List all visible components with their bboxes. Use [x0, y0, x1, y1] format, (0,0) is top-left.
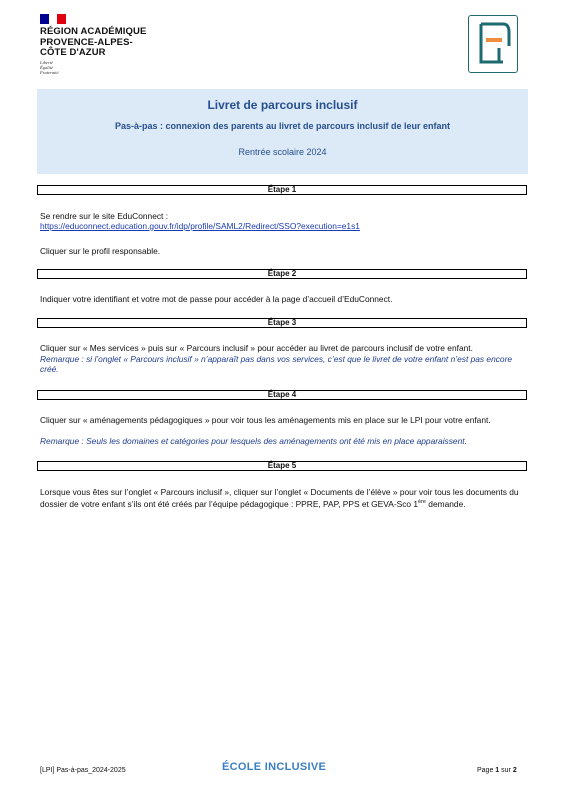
step-1-text: Cliquer sur le profil responsable. [40, 246, 161, 256]
step-3-heading: Étape 3 [37, 318, 527, 328]
footer-document-ref: [LPI] Pas-à-pas_2024-2025 [40, 767, 126, 774]
step-5-text-sup: ère [418, 499, 426, 505]
step-5-text-end: demande. [425, 498, 466, 509]
step-3-remark: Remarque : si l’onglet « Parcours inclusif » n’apparaît pas dans vos services, c’est que le livret de votre enfant n’est pas encore créé. [40, 354, 513, 374]
school-year: Rentrée scolaire 2024 [238, 147, 327, 157]
step-5-text [40, 487, 527, 509]
motto-line-1: Liberté [40, 60, 53, 65]
step-5-heading: Étape 5 [37, 461, 527, 471]
step-2-text: Indiquer votre identifiant et votre mot de passe pour accéder à la page d’accueil d’EduConnect. [40, 294, 393, 304]
step-4-text: Cliquer sur « aménagements pédagogiques » pour voir tous les aménagements mis en place sur le LPI pour votre enfant. [40, 415, 491, 425]
republic-motto [40, 60, 59, 76]
ecole-inclusive-logo [222, 761, 326, 773]
motto-line-3: Fraternité [40, 70, 59, 76]
document-title: Livret de parcours inclusif [207, 98, 358, 112]
republic-flag [40, 14, 66, 24]
page-sep: sur [499, 767, 513, 774]
motto-line-2: Égalité [40, 65, 53, 71]
page-number [477, 767, 517, 774]
page-label: Page [477, 767, 496, 774]
document-subtitle: Pas-à-pas : connexion des parents au livret de parcours inclusif de leur enfant [114, 121, 451, 131]
page-total: 2 [512, 767, 517, 774]
ecole-inclusive-text: ÉCOLE INCLUSIVE [222, 761, 327, 773]
page-current: 1 [495, 767, 500, 774]
step-3-text: Cliquer sur « Mes services » puis sur « Parcours inclusif » pour accéder au livret de parcours inclusif de votre enfant. [40, 343, 473, 353]
step-4-remark: Remarque : Seuls les domaines et catégories pour lesquels des aménagements ont été mis en place apparaissent. [40, 436, 467, 446]
step-1-intro: Se rendre sur le site EduConnect : [40, 211, 169, 221]
organization-name [40, 27, 146, 59]
org-line-1: RÉGION ACADÉMIQUE [40, 26, 147, 37]
step-4-heading: Étape 4 [37, 390, 527, 400]
step-5-text-main: Lorsque vous êtes sur l’onglet « Parcours inclusif », cliquer sur l’onglet « Documents de l’élève » pour voir tous les documents du dossier de votre enfant s’ils ont été créés par l’équipe pédagogique : PPRE, PAP, PPS et GEVA-Sco 1 [40, 487, 519, 509]
org-line-2: PROVENCE-ALPES- [40, 36, 133, 48]
org-line-3: CÔTE D'AZUR [40, 47, 106, 58]
step-2-heading: Étape 2 [37, 269, 527, 279]
lpi-logo-icon [468, 15, 518, 73]
educonnect-link[interactable]: https://educonnect.education.gouv.fr/idp/profile/SAML2/Redirect/SSO?execution=e1s1 [40, 221, 360, 231]
title-banner [37, 89, 528, 174]
step-1-heading: Étape 1 [37, 185, 527, 195]
